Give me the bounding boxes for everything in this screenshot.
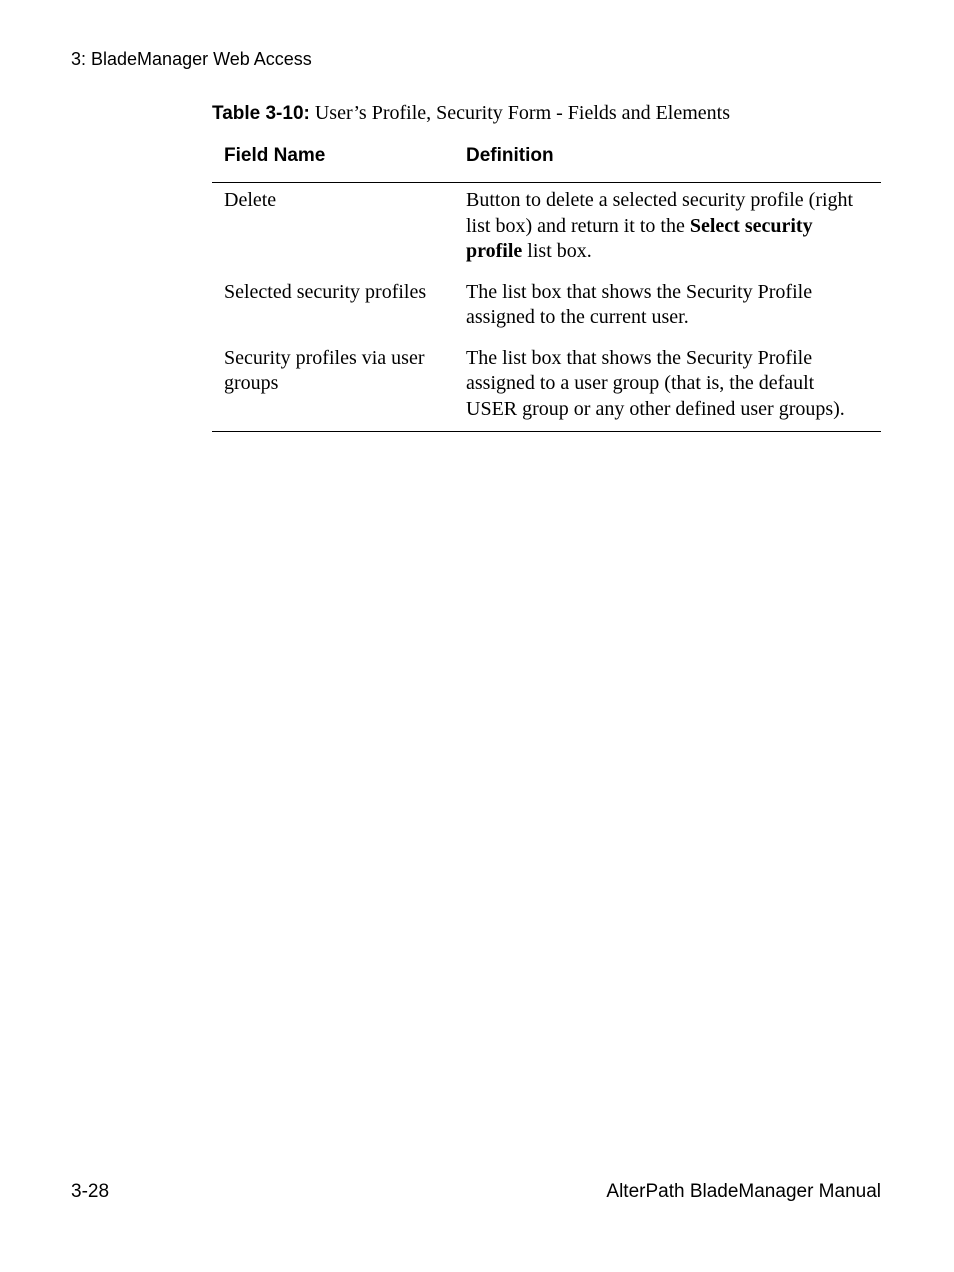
- definition-bold-term: Select security profile: [466, 214, 813, 262]
- definition-cell: The list box that shows the Security Profile assigned to a user group (that is, the default USER group or any other defined user groups).: [466, 341, 881, 432]
- column-header-field-name: Field Name: [212, 141, 466, 183]
- definition-text: list box.: [522, 240, 592, 262]
- field-name-cell: Selected security profiles: [224, 280, 427, 303]
- table-caption-title: User’s Profile, Security Form - Fields and Elements: [314, 102, 730, 124]
- table-header-row: [212, 141, 881, 183]
- field-name-cell: Security profiles via user groups: [212, 341, 466, 432]
- field-name-cell: Delete: [224, 189, 277, 211]
- page-number: 3-28: [71, 1181, 110, 1202]
- definition-cell: The list box that shows the Security Profile assigned to the current user.: [466, 280, 813, 328]
- column-header-definition: Definition: [466, 141, 881, 183]
- table-caption-label: Table 3-10:: [212, 103, 310, 124]
- running-header: 3: BladeManager Web Access: [71, 49, 312, 69]
- definition-text: Button to delete a selected security profile (right list box) and return it to the: [466, 189, 854, 237]
- table-row: [212, 183, 881, 275]
- table-caption: [212, 100, 730, 127]
- table-row: [212, 275, 881, 341]
- fields-table: [212, 141, 881, 432]
- definition-cell: [466, 183, 881, 275]
- manual-title: AlterPath BladeManager Manual: [606, 1181, 881, 1202]
- table-row: [212, 341, 881, 432]
